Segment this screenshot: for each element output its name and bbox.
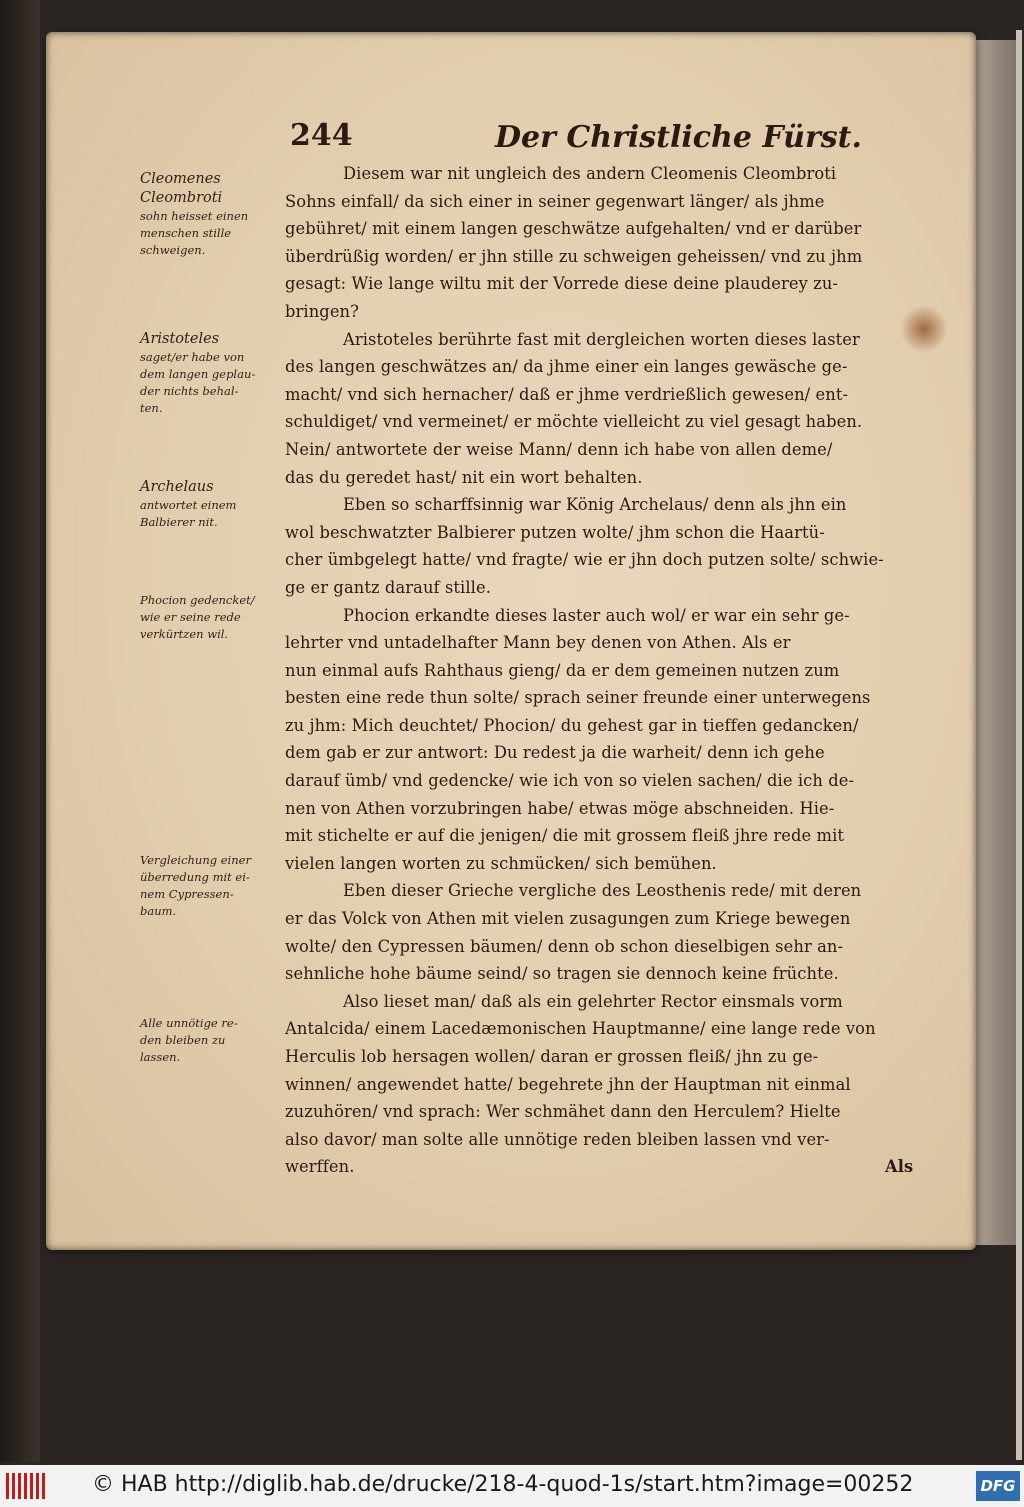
body-line-last <box>285 1153 935 1181</box>
margin-note-line: Aristoteles <box>140 331 220 347</box>
margin-note-line: Vergleichung einer <box>140 853 251 867</box>
body-line: cher ümbgelegt hatte/ vnd fragte/ wie er jhn doch putzen solte/ schwie- <box>285 550 884 570</box>
body-line: gesagt: Wie lange wiltu mit der Vorrede diese deine plauderey zu- <box>285 274 839 294</box>
margin-note-line: sohn heisset einen <box>140 209 249 223</box>
viewer-footer <box>0 1465 1024 1507</box>
body-line: ge er gantz darauf stille. <box>285 577 491 597</box>
body-line: also davor/ man solte alle unnötige reden bleiben lassen vnd ver- <box>285 1129 830 1149</box>
scan-background <box>0 0 40 1462</box>
margin-note-line: schweigen. <box>140 243 206 257</box>
body-line: Phocion erkandte dieses laster auch wol/ er war ein sehr ge- <box>343 605 850 625</box>
margin-note-line: antwortet einem <box>140 498 237 512</box>
margin-note-unnoetige-reden <box>140 1015 280 1066</box>
body-line: des langen geschwätzes an/ da jhme einer ein langes gewäsche ge- <box>285 357 848 377</box>
margin-note-line: Phocion gedencket/ <box>140 593 255 607</box>
page-header <box>290 118 940 162</box>
margin-note-vergleichung <box>140 852 280 920</box>
body-line: wolte/ den Cypressen bäumen/ denn ob schon dieselbigen sehr an- <box>285 936 844 956</box>
margin-note-line: wie er seine rede <box>140 610 241 624</box>
margin-note-line: überredung mit ei- <box>140 870 250 884</box>
body-line: das du geredet hast/ nit ein wort behalten. <box>285 467 643 487</box>
margin-note-line: Cleombroti <box>140 190 223 206</box>
body-line: nen von Athen vorzubringen habe/ etwas möge abschneiden. Hie- <box>285 798 835 818</box>
margin-note-line: Cleomenes <box>140 171 221 187</box>
body-line: werffen. <box>285 1157 355 1177</box>
margin-note-line: menschen stille <box>140 226 232 240</box>
body-line: besten eine rede thun solte/ sprach seiner freunde einer unterwegens <box>285 688 871 708</box>
margin-note-line: den bleiben zu <box>140 1033 226 1047</box>
body-line: zu jhm: Mich deuchtet/ Phocion/ du gehest gar in tieffen gedancken/ <box>285 715 859 735</box>
body-line: Aristoteles berührte fast mit dergleichen worten dieses laster <box>343 329 860 349</box>
page-edge-line <box>1016 30 1022 1460</box>
body-line: Nein/ antwortete der weise Mann/ denn ich habe von allen deme/ <box>285 439 833 459</box>
body-line: vielen langen worten zu schmücken/ sich bemühen. <box>285 853 717 873</box>
body-line: sehnliche hohe bäume seind/ so tragen sie dennoch keine früchte. <box>285 964 839 984</box>
page-number: 244 <box>290 118 353 153</box>
body-line: Herculis lob hersagen wollen/ daran er grossen fleiß/ jhn zu ge- <box>285 1047 819 1066</box>
margin-note-line: lassen. <box>140 1050 181 1064</box>
catchword: Als <box>885 1157 914 1177</box>
body-line: überdrüßig worden/ er jhn stille zu schweigen geheissen/ vnd zu jhm <box>285 246 863 266</box>
margin-note-archelaus <box>140 478 280 531</box>
body-line: dem gab er zur antwort: Du redest ja die warheit/ denn ich gehe <box>285 743 825 763</box>
margin-note-line: baum. <box>140 904 177 918</box>
margin-note-line: Archelaus <box>140 479 214 495</box>
body-line: zuzuhören/ vnd sprach: Wer schmähet dann den Herculem? Hielte <box>285 1102 841 1122</box>
body-line: mit stichelte er auf die jenigen/ die mit grossem fleiß jhre rede mit <box>285 826 845 846</box>
body-line: er das Volck von Athen mit vielen zusagungen zum Kriege bewegen <box>285 909 851 929</box>
body-line: gebühret/ mit einem langen geschwätze aufgehalten/ vnd er darüber <box>285 219 862 239</box>
hab-logo-icon <box>6 1473 46 1499</box>
body-line: Diesem war nit ungleich des andern Cleomenis Cleombroti <box>343 164 837 183</box>
body-line: bringen? <box>285 301 359 321</box>
margin-note-cleomenes <box>140 170 280 259</box>
body-line: nun einmal aufs Rahthaus gieng/ da er dem gemeinen nutzen zum <box>285 660 840 680</box>
body-line: Antalcida/ einem Lacedæmonischen Hauptmanne/ eine lange rede von <box>285 1019 876 1039</box>
running-head: Der Christliche Fürst. <box>495 120 862 155</box>
margin-note-line: dem langen geplau- <box>140 367 256 381</box>
body-line: Sohns einfall/ da sich einer in seiner gegenwart länger/ als jhme <box>285 191 825 211</box>
margin-note-line: saget/er habe von <box>140 350 245 364</box>
margin-note-line: Balbierer nit. <box>140 515 218 529</box>
body-line: Eben dieser Grieche vergliche des Leosthenis rede/ mit deren <box>343 881 862 901</box>
body-text <box>285 160 935 1181</box>
copyright-link[interactable]: © HAB http://diglib.hab.de/drucke/218-4-quod-1s/start.htm?image=00252 <box>92 1472 914 1497</box>
body-line: macht/ vnd sich hernacher/ daß er jhme verdrießlich gewesen/ ent- <box>285 384 849 404</box>
margin-note-line: ten. <box>140 401 163 415</box>
body-line: Also lieset man/ daß als ein gelehrter Rector einsmals vorm <box>343 991 843 1011</box>
margin-note-aristoteles <box>140 330 280 417</box>
dfg-logo-icon: DFG <box>976 1471 1020 1501</box>
margin-note-line: der nichts behal- <box>140 384 239 398</box>
body-line: Eben so scharffsinnig war König Archelaus/ denn als jhn ein <box>343 495 847 515</box>
body-line: schuldiget/ vnd vermeinet/ er möchte vielleicht zu viel gesagt haben. <box>285 412 863 432</box>
margin-note-line: verkürtzen wil. <box>140 627 229 641</box>
body-line: darauf ümb/ vnd gedencke/ wie ich von so vielen sachen/ die ich de- <box>285 771 855 791</box>
margin-note-line: Alle unnötige re- <box>140 1016 238 1030</box>
margin-note-phocion <box>140 592 280 643</box>
body-line: winnen/ angewendet hatte/ begehrete jhn der Hauptman nit einmal <box>285 1074 851 1094</box>
margin-note-line: nem Cypressen- <box>140 887 234 901</box>
body-line: wol beschwatzter Balbierer putzen wolte/ jhm schon die Haartü- <box>285 522 825 542</box>
body-line: lehrter vnd untadelhafter Mann bey denen von Athen. Als er <box>285 633 791 653</box>
page-edge <box>976 40 1020 1245</box>
